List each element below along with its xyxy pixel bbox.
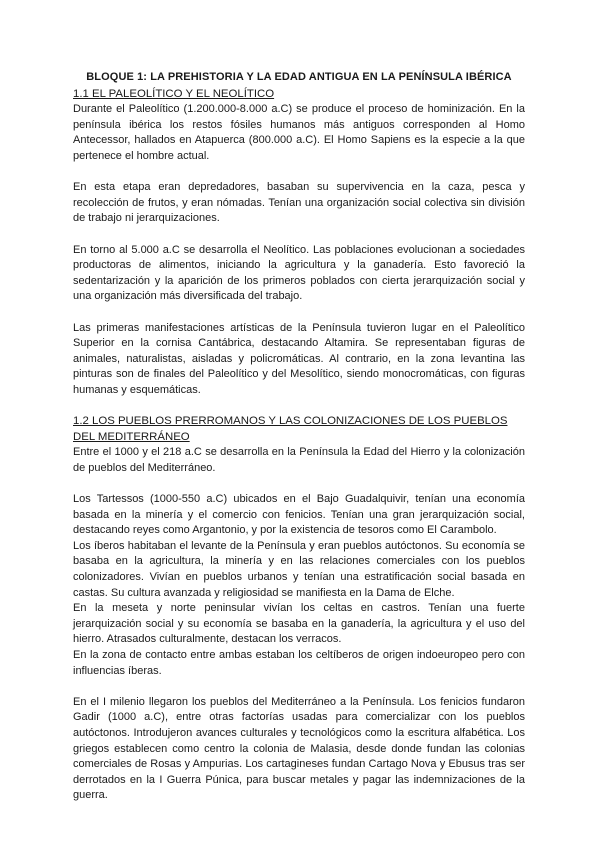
- paragraph-depredadores: En esta etapa eran depredadores, basaban su supervivencia en la caza, pesca y recolección de frutos, y eran nómadas. Tenían una organización social colectiva sin división de trabajo ni jerarquizaciones.: [73, 181, 525, 225]
- paragraph-celtas: En la meseta y norte peninsular vivían los celtas en castros. Tenían una fuerte jerarquización social y su economía se basaba en la ganadería, la agricultura y el uso del hierro. Atrasados culturalmente, destacan los verracos.: [73, 602, 525, 646]
- document-title: BLOQUE 1: LA PREHISTORIA Y LA EDAD ANTIGUA EN LA PENÍNSULA IBÉRICA: [86, 71, 512, 83]
- paragraph-neolitico: En torno al 5.000 a.C se desarrolla el Neolítico. Las poblaciones evolucionan a sociedades productoras de alimentos, iniciando la agricultura y la ganadería. Esto favoreció la sedentarización y la aparición de los primeros poblados con cierta jerarquización social y una organización más diversificada del trabajo.: [73, 243, 525, 303]
- paragraph-arte-rupestre: Las primeras manifestaciones artísticas de la Península tuvieron lugar en el Paleolítico Superior en la cornisa Cantábrica, destacando Altamira. Se representaban figuras de animales, naturalistas, aisladas y policromáticas. Al contrario, en la zona levantina las pinturas son de finales del Paleolítico y del Mesolítico, siendo monocromáticas, con figuras humanas y esquemáticas.: [73, 321, 525, 396]
- paragraph-iberos: Los íberos habitaban el levante de la Península y eran pueblos autóctonos. Su economía se basaba en la agricultura, la minería y en las relaciones comerciales con los pueblos colonizadores. Vivían en pueblos urbanos y tenían una estratificación social basada en castas. Su cultura avanzada y religiosidad se manifiesta en la Dama de Elche.: [73, 539, 525, 599]
- paragraph-paleolitico: Durante el Paleolítico (1.200.000-8.000 a.C) se produce el proceso de hominización. En la península ibérica los restos fósiles humanos más antiguos corresponden al Homo Antecessor, hallados en Atapuerca (800.000 a.C). El Homo Sapiens es la especie a la que pertenece el hombre actual.: [73, 103, 525, 162]
- section-heading-pueblos-prerromanos: 1.2 LOS PUEBLOS PRERROMANOS Y LAS COLONIZACIONES DE LOS PUEBLOS DEL MEDITERRÁNEO: [73, 415, 508, 443]
- paragraph-celtiberos: En la zona de contacto entre ambas estaban los celtíberos de origen indoeuropeo pero con influencias íberas.: [73, 648, 525, 677]
- paragraph-tartessos: Los Tartessos (1000-550 a.C) ubicados en el Bajo Guadalquivir, tenían una economía basada en la minería y el comercio con fenicios. Tenían una gran jerarquización social, destacando reyes como Argantonio, y por la existencia de tesoros como El Carambolo.: [73, 493, 525, 537]
- paragraph-edad-hierro: Entre el 1000 y el 218 a.C se desarrolla en la Península la Edad del Hierro y la colonización de pueblos del Mediterráneo.: [73, 446, 525, 474]
- section-heading-paleolitico: 1.1 EL PALEOLÍTICO Y EL NEOLÍTICO: [73, 87, 275, 100]
- paragraph-colonizaciones: En el I milenio llegaron los pueblos del Mediterráneo a la Península. Los fenicios fundaron Gadir (1000 a.C), entre otras factorías usadas para comercializar con los pueblos autóctonos. Introdujeron avances culturales y tecnológicos como la escritura alfabética. Los griegos establecen como centro la colonia de Malasia, desde donde fundan las colonias comerciales de Rosas y Ampurias. Los cartagineses fundan Cartago Nova y Ebusus tras ser derrotados en la I Guerra Púnica, para buscar metales y pagar las indemnizaciones de la guerra.: [73, 695, 525, 802]
